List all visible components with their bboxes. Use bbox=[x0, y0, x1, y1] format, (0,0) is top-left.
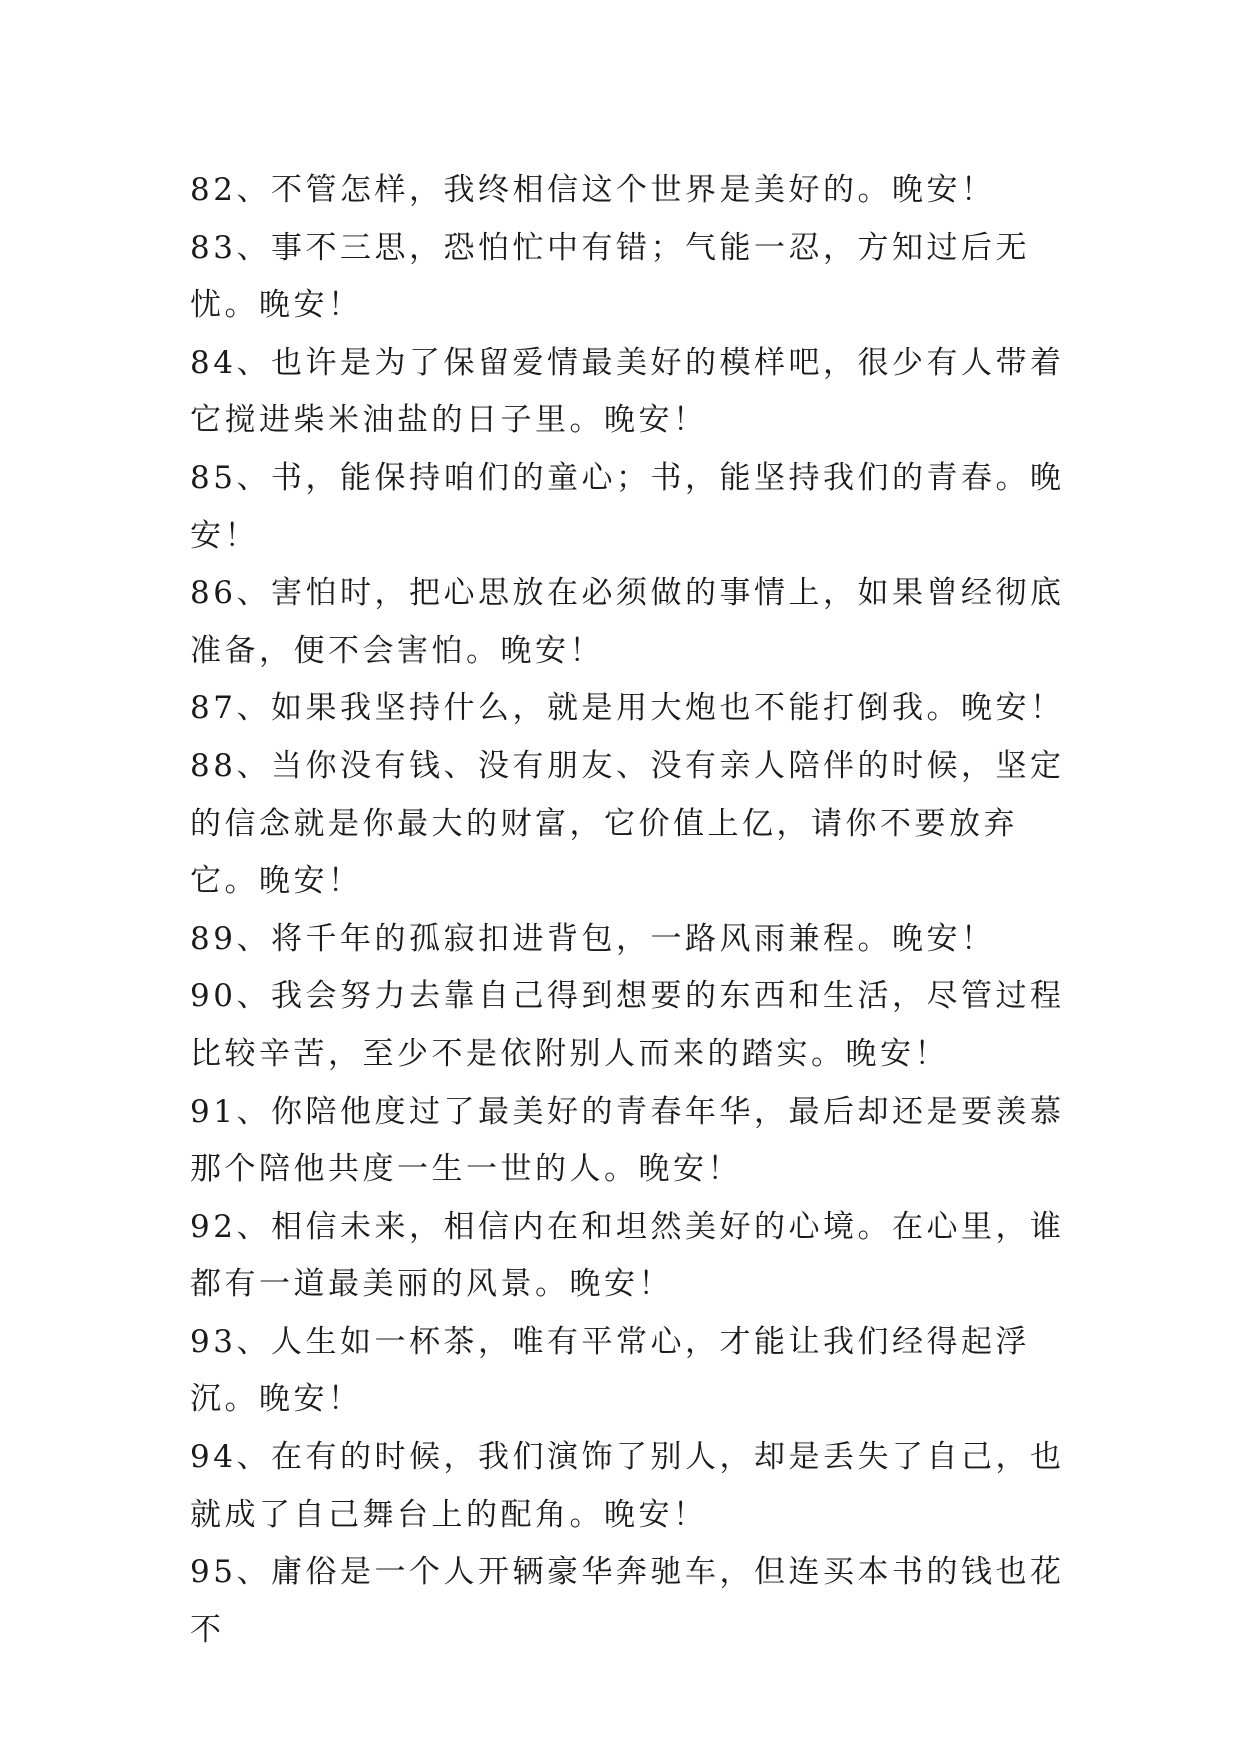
quote-entry-85: 85、书，能保持咱们的童心；书，能坚持我们的青春。晚安！ bbox=[190, 459, 1065, 554]
quote-entry-82: 82、不管怎样，我终相信这个世界是美好的。晚安！ bbox=[190, 172, 996, 208]
quote-entry-88: 88、当你没有钱、没有朋友、没有亲人陪伴的时候，坚定的信念就是你最大的财富，它价值上亿，请你不要放弃它。晚安！ bbox=[190, 747, 1065, 900]
quote-entry-89: 89、将千年的孤寂扣进背包，一路风雨兼程。晚安！ bbox=[190, 920, 996, 957]
quote-entry-92: 92、相信未来，相信内在和坦然美好的心境。在心里，谁都有一道最美丽的风景。晚安！ bbox=[190, 1208, 1065, 1303]
quote-entry-90: 90、我会努力去靠自己得到想要的东西和生活，尽管过程比较辛苦，至少不是依附别人而来的踏实。晚安！ bbox=[190, 978, 1065, 1072]
quote-entry-86: 86、害怕时，把心思放在必须做的事情上，如果曾经彻底准备，便不会害怕。晚安！ bbox=[190, 575, 1065, 669]
document-body bbox=[190, 162, 1070, 1659]
quote-entry-84: 84、也许是为了保留爱情最美好的模样吧，很少有人带着它搅进柴米油盐的日子里。晚安！ bbox=[190, 344, 1065, 439]
quote-entry-91: 91、你陪他度过了最美好的青春年华，最后却还是要羡慕那个陪他共度一生一世的人。晚安！ bbox=[190, 1093, 1065, 1188]
quote-entry-83: 83、事不三思，恐怕忙中有错；气能一忍，方知过后无忧。晚安！ bbox=[190, 229, 1030, 324]
quote-entry-95: 95、庸俗是一个人开辆豪华奔驰车，但连买本书的钱也花不 bbox=[190, 1554, 1065, 1648]
quote-entry-94: 94、在有的时候，我们演饰了别人，却是丢失了自己，也就成了自己舞台上的配角。晚安！ bbox=[190, 1439, 1065, 1533]
quote-entry-93: 93、人生如一杯茶，唯有平常心，才能让我们经得起浮沉。晚安！ bbox=[190, 1323, 1030, 1418]
quote-entry-87: 87、如果我坚持什么，就是用大炮也不能打倒我。晚安！ bbox=[190, 690, 1065, 727]
